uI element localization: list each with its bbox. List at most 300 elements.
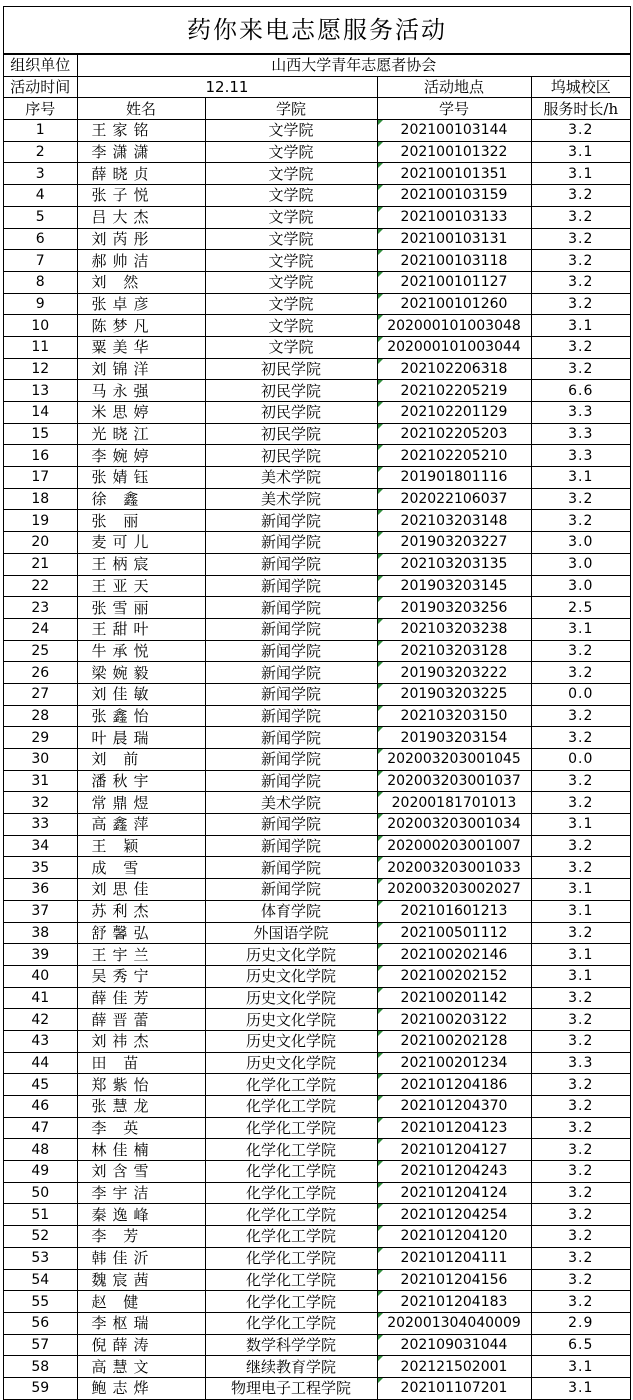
row-college: 化学化工学院 <box>205 1139 377 1161</box>
row-student-id: 201903203154 <box>377 727 531 749</box>
row-hours: 3.2 <box>531 1182 630 1204</box>
row-index: 14 <box>4 402 77 424</box>
row-hours: 3.2 <box>531 640 630 662</box>
row-hours: 3.0 <box>531 532 630 554</box>
row-index: 8 <box>4 271 77 293</box>
row-hours: 3.2 <box>531 857 630 879</box>
row-college: 化学化工学院 <box>205 1269 377 1291</box>
table-row <box>4 380 630 402</box>
row-college: 历史文化学院 <box>205 1009 377 1031</box>
row-student-id: 202100103144 <box>377 120 531 142</box>
table-row <box>4 814 630 836</box>
table-row <box>4 467 630 489</box>
row-hours: 3.3 <box>531 423 630 445</box>
row-name: 薛晓贞 <box>77 163 205 185</box>
row-index: 26 <box>4 662 77 684</box>
row-index: 41 <box>4 987 77 1009</box>
row-index: 32 <box>4 792 77 814</box>
row-hours: 2.5 <box>531 597 630 619</box>
row-student-id: 202101204183 <box>377 1291 531 1313</box>
row-student-id: 202100101322 <box>377 141 531 163</box>
row-index: 55 <box>4 1291 77 1313</box>
table-row <box>4 683 630 705</box>
row-name: 张子悦 <box>77 185 205 207</box>
row-college: 文学院 <box>205 163 377 185</box>
row-name: 吴秀宁 <box>77 965 205 987</box>
row-index: 12 <box>4 358 77 380</box>
row-hours: 3.2 <box>531 792 630 814</box>
row-hours: 3.2 <box>531 1074 630 1096</box>
row-name: 米思婷 <box>77 402 205 424</box>
table-row <box>4 705 630 727</box>
row-hours: 3.1 <box>531 1356 630 1378</box>
row-name: 刘 然 <box>77 271 205 293</box>
table-row <box>4 120 630 142</box>
table-row <box>4 293 630 315</box>
header-index: 序号 <box>4 98 77 120</box>
table-row <box>4 1247 630 1269</box>
row-index: 11 <box>4 336 77 358</box>
row-hours: 3.2 <box>531 987 630 1009</box>
row-index: 40 <box>4 965 77 987</box>
row-name: 高鑫萍 <box>77 814 205 836</box>
row-hours: 3.2 <box>531 922 630 944</box>
table-row <box>4 445 630 467</box>
row-name: 刘含雪 <box>77 1161 205 1183</box>
table-row <box>4 749 630 771</box>
row-student-id: 202100203122 <box>377 1009 531 1031</box>
row-college: 化学化工学院 <box>205 1204 377 1226</box>
table-row <box>4 1356 630 1378</box>
table-row <box>4 1269 630 1291</box>
row-student-id: 202101204124 <box>377 1182 531 1204</box>
time-value: 12.11 <box>77 76 377 98</box>
row-college: 文学院 <box>205 293 377 315</box>
row-hours: 3.1 <box>531 879 630 901</box>
row-college: 化学化工学院 <box>205 1117 377 1139</box>
row-hours: 3.2 <box>531 727 630 749</box>
row-student-id: 202100103159 <box>377 185 531 207</box>
row-student-id: 202000101003048 <box>377 315 531 337</box>
row-college: 新闻学院 <box>205 835 377 857</box>
row-hours: 3.2 <box>531 1096 630 1118</box>
row-college: 初民学院 <box>205 380 377 402</box>
row-name: 张雪丽 <box>77 597 205 619</box>
row-college: 物理电子工程学院 <box>205 1377 377 1399</box>
row-college: 历史文化学院 <box>205 1030 377 1052</box>
row-name: 苏利杰 <box>77 900 205 922</box>
org-value: 山西大学青年志愿者协会 <box>77 55 630 77</box>
row-student-id: 202003203002027 <box>377 879 531 901</box>
row-index: 4 <box>4 185 77 207</box>
row-student-id: 202103203135 <box>377 553 531 575</box>
table-row <box>4 1030 630 1052</box>
row-hours: 3.2 <box>531 770 630 792</box>
row-student-id: 202101204120 <box>377 1226 531 1248</box>
row-hours: 3.2 <box>531 250 630 272</box>
row-college: 化学化工学院 <box>205 1074 377 1096</box>
row-college: 初民学院 <box>205 445 377 467</box>
row-hours: 3.2 <box>531 835 630 857</box>
row-college: 体育学院 <box>205 900 377 922</box>
header-student-id: 学号 <box>377 98 531 120</box>
table-row <box>4 206 630 228</box>
row-hours: 3.2 <box>531 1139 630 1161</box>
row-student-id: 202003203001034 <box>377 814 531 836</box>
row-index: 30 <box>4 749 77 771</box>
row-college: 文学院 <box>205 271 377 293</box>
row-index: 51 <box>4 1204 77 1226</box>
row-college: 初民学院 <box>205 423 377 445</box>
row-index: 59 <box>4 1377 77 1399</box>
row-name: 成 雪 <box>77 857 205 879</box>
row-student-id: 202102205203 <box>377 423 531 445</box>
row-index: 22 <box>4 575 77 597</box>
volunteer-table <box>4 54 630 1400</box>
row-index: 2 <box>4 141 77 163</box>
row-index: 9 <box>4 293 77 315</box>
row-name: 叶晨瑞 <box>77 727 205 749</box>
row-hours: 3.1 <box>531 163 630 185</box>
row-hours: 6.5 <box>531 1334 630 1356</box>
row-name: 陈梦凡 <box>77 315 205 337</box>
row-index: 18 <box>4 488 77 510</box>
row-index: 44 <box>4 1052 77 1074</box>
row-name: 刘芮彤 <box>77 228 205 250</box>
row-student-id: 202101204254 <box>377 1204 531 1226</box>
table-row <box>4 987 630 1009</box>
row-college: 新闻学院 <box>205 553 377 575</box>
row-name: 倪薛涛 <box>77 1334 205 1356</box>
row-name: 刘 前 <box>77 749 205 771</box>
row-student-id: 202100501112 <box>377 922 531 944</box>
row-student-id: 201901801116 <box>377 467 531 489</box>
row-index: 36 <box>4 879 77 901</box>
row-student-id: 202100202152 <box>377 965 531 987</box>
row-college: 美术学院 <box>205 467 377 489</box>
row-hours: 3.3 <box>531 402 630 424</box>
row-college: 新闻学院 <box>205 640 377 662</box>
table-row <box>4 402 630 424</box>
row-index: 28 <box>4 705 77 727</box>
table-row <box>4 336 630 358</box>
row-college: 新闻学院 <box>205 814 377 836</box>
row-name: 舒馨弘 <box>77 922 205 944</box>
row-college: 文学院 <box>205 315 377 337</box>
row-name: 韩佳沂 <box>77 1247 205 1269</box>
table-row <box>4 510 630 532</box>
table-row <box>4 1096 630 1118</box>
table-row <box>4 792 630 814</box>
row-name: 粟美华 <box>77 336 205 358</box>
row-college: 文学院 <box>205 141 377 163</box>
table-row <box>4 1052 630 1074</box>
table-row <box>4 835 630 857</box>
row-college: 化学化工学院 <box>205 1096 377 1118</box>
row-name: 林佳楠 <box>77 1139 205 1161</box>
row-student-id: 202101204186 <box>377 1074 531 1096</box>
row-name: 田 苗 <box>77 1052 205 1074</box>
row-college: 新闻学院 <box>205 618 377 640</box>
row-index: 35 <box>4 857 77 879</box>
table-row <box>4 1334 630 1356</box>
row-name: 李婉婷 <box>77 445 205 467</box>
row-hours: 3.2 <box>531 1269 630 1291</box>
row-student-id: 202100202128 <box>377 1030 531 1052</box>
row-name: 王家铭 <box>77 120 205 142</box>
table-row <box>4 1377 630 1399</box>
row-student-id: 202100101127 <box>377 271 531 293</box>
row-name: 李 芳 <box>77 1226 205 1248</box>
row-name: 李潇潇 <box>77 141 205 163</box>
row-student-id: 202003203001045 <box>377 749 531 771</box>
table-row <box>4 532 630 554</box>
row-hours: 3.1 <box>531 900 630 922</box>
row-hours: 3.2 <box>531 1030 630 1052</box>
row-hours: 3.2 <box>531 510 630 532</box>
location-value: 坞城校区 <box>531 76 630 98</box>
row-student-id: 202103203238 <box>377 618 531 640</box>
row-hours: 3.2 <box>531 1204 630 1226</box>
row-index: 29 <box>4 727 77 749</box>
row-hours: 3.2 <box>531 358 630 380</box>
row-name: 李枢瑞 <box>77 1312 205 1334</box>
row-hours: 3.2 <box>531 1009 630 1031</box>
row-index: 58 <box>4 1356 77 1378</box>
table-row <box>4 358 630 380</box>
row-student-id: 201903203222 <box>377 662 531 684</box>
row-hours: 3.2 <box>531 705 630 727</box>
row-hours: 3.2 <box>531 228 630 250</box>
row-student-id: 202102201129 <box>377 402 531 424</box>
row-name: 刘思佳 <box>77 879 205 901</box>
row-college: 新闻学院 <box>205 575 377 597</box>
row-student-id: 202101204123 <box>377 1117 531 1139</box>
row-student-id: 202100103118 <box>377 250 531 272</box>
row-college: 新闻学院 <box>205 532 377 554</box>
row-college: 化学化工学院 <box>205 1312 377 1334</box>
row-name: 牛承悦 <box>77 640 205 662</box>
table-row <box>4 1161 630 1183</box>
row-index: 3 <box>4 163 77 185</box>
row-student-id: 201903203145 <box>377 575 531 597</box>
row-name: 秦逸峰 <box>77 1204 205 1226</box>
row-index: 10 <box>4 315 77 337</box>
row-hours: 3.3 <box>531 1052 630 1074</box>
row-college: 新闻学院 <box>205 683 377 705</box>
row-index: 7 <box>4 250 77 272</box>
row-hours: 3.2 <box>531 488 630 510</box>
row-student-id: 202003203001037 <box>377 770 531 792</box>
table-row <box>4 1182 630 1204</box>
table-row <box>4 597 630 619</box>
row-index: 19 <box>4 510 77 532</box>
row-hours: 3.2 <box>531 293 630 315</box>
row-name: 高慧文 <box>77 1356 205 1378</box>
time-label: 活动时间 <box>4 76 77 98</box>
row-hours: 3.1 <box>531 1377 630 1399</box>
row-student-id: 202103203148 <box>377 510 531 532</box>
row-hours: 3.1 <box>531 814 630 836</box>
table-row <box>4 1291 630 1313</box>
row-index: 33 <box>4 814 77 836</box>
row-index: 34 <box>4 835 77 857</box>
row-college: 历史文化学院 <box>205 987 377 1009</box>
org-label: 组织单位 <box>4 55 77 77</box>
table-row <box>4 163 630 185</box>
row-college: 新闻学院 <box>205 770 377 792</box>
row-index: 57 <box>4 1334 77 1356</box>
row-college: 新闻学院 <box>205 510 377 532</box>
table-row <box>4 423 630 445</box>
table-row <box>4 770 630 792</box>
row-college: 新闻学院 <box>205 879 377 901</box>
row-student-id: 202103203128 <box>377 640 531 662</box>
row-index: 56 <box>4 1312 77 1334</box>
row-college: 文学院 <box>205 185 377 207</box>
table-row <box>4 640 630 662</box>
row-student-id: 202101204243 <box>377 1161 531 1183</box>
org-row <box>4 55 630 77</box>
row-student-id: 202001304040009 <box>377 1312 531 1334</box>
row-name: 刘锦洋 <box>77 358 205 380</box>
row-index: 13 <box>4 380 77 402</box>
row-student-id: 20200181701013 <box>377 792 531 814</box>
row-hours: 3.2 <box>531 120 630 142</box>
row-name: 李 英 <box>77 1117 205 1139</box>
row-hours: 3.2 <box>531 662 630 684</box>
table-row <box>4 857 630 879</box>
row-name: 鲍志烨 <box>77 1377 205 1399</box>
row-college: 初民学院 <box>205 358 377 380</box>
row-name: 郑紫怡 <box>77 1074 205 1096</box>
row-college: 文学院 <box>205 336 377 358</box>
row-hours: 3.1 <box>531 315 630 337</box>
row-student-id: 202100201142 <box>377 987 531 1009</box>
row-index: 52 <box>4 1226 77 1248</box>
row-college: 数学科学学院 <box>205 1334 377 1356</box>
table-row <box>4 1117 630 1139</box>
table-row <box>4 922 630 944</box>
row-student-id: 202121502001 <box>377 1356 531 1378</box>
row-name: 光晓江 <box>77 423 205 445</box>
row-student-id: 202000203001007 <box>377 835 531 857</box>
row-hours: 3.1 <box>531 467 630 489</box>
row-college: 文学院 <box>205 228 377 250</box>
row-index: 5 <box>4 206 77 228</box>
header-college: 学院 <box>205 98 377 120</box>
table-row <box>4 575 630 597</box>
table-row <box>4 965 630 987</box>
table-row <box>4 727 630 749</box>
row-student-id: 202101601213 <box>377 900 531 922</box>
row-student-id: 202101204156 <box>377 1269 531 1291</box>
row-college: 新闻学院 <box>205 662 377 684</box>
row-hours: 3.1 <box>531 965 630 987</box>
row-college: 新闻学院 <box>205 749 377 771</box>
sheet-title: 药你来电志愿服务活动 <box>4 7 630 54</box>
row-college: 文学院 <box>205 250 377 272</box>
row-student-id: 202102206318 <box>377 358 531 380</box>
row-student-id: 202101204111 <box>377 1247 531 1269</box>
table-row <box>4 1074 630 1096</box>
table-row <box>4 553 630 575</box>
row-hours: 3.2 <box>531 1226 630 1248</box>
row-college: 新闻学院 <box>205 857 377 879</box>
row-college: 化学化工学院 <box>205 1161 377 1183</box>
row-student-id: 202102205210 <box>377 445 531 467</box>
table-row <box>4 879 630 901</box>
row-student-id: 202000101003044 <box>377 336 531 358</box>
row-index: 25 <box>4 640 77 662</box>
row-index: 53 <box>4 1247 77 1269</box>
column-header-row <box>4 98 630 120</box>
row-index: 21 <box>4 553 77 575</box>
row-student-id: 202101204370 <box>377 1096 531 1118</box>
row-index: 42 <box>4 1009 77 1031</box>
row-student-id: 202100101351 <box>377 163 531 185</box>
row-college: 新闻学院 <box>205 727 377 749</box>
table-row <box>4 488 630 510</box>
row-college: 文学院 <box>205 120 377 142</box>
row-index: 1 <box>4 120 77 142</box>
row-index: 15 <box>4 423 77 445</box>
row-index: 27 <box>4 683 77 705</box>
row-student-id: 202100101260 <box>377 293 531 315</box>
header-name: 姓名 <box>77 98 205 120</box>
row-name: 王柄宸 <box>77 553 205 575</box>
row-index: 54 <box>4 1269 77 1291</box>
row-name: 赵 健 <box>77 1291 205 1313</box>
row-name: 常鼎煜 <box>77 792 205 814</box>
row-hours: 3.2 <box>531 185 630 207</box>
row-index: 20 <box>4 532 77 554</box>
row-hours: 3.2 <box>531 336 630 358</box>
row-name: 吕大杰 <box>77 206 205 228</box>
row-college: 外国语学院 <box>205 922 377 944</box>
row-index: 37 <box>4 900 77 922</box>
row-hours: 3.0 <box>531 575 630 597</box>
row-name: 王宇兰 <box>77 944 205 966</box>
row-name: 郝帅洁 <box>77 250 205 272</box>
volunteer-sheet <box>3 6 631 1400</box>
row-name: 徐 鑫 <box>77 488 205 510</box>
row-index: 50 <box>4 1182 77 1204</box>
table-row <box>4 1312 630 1334</box>
row-name: 薛佳芳 <box>77 987 205 1009</box>
row-hours: 3.2 <box>531 1161 630 1183</box>
row-name: 刘祎杰 <box>77 1030 205 1052</box>
row-hours: 3.1 <box>531 944 630 966</box>
row-index: 47 <box>4 1117 77 1139</box>
table-row <box>4 271 630 293</box>
row-hours: 3.2 <box>531 1117 630 1139</box>
row-college: 化学化工学院 <box>205 1247 377 1269</box>
row-index: 6 <box>4 228 77 250</box>
row-index: 31 <box>4 770 77 792</box>
table-body <box>4 55 630 1400</box>
row-college: 美术学院 <box>205 488 377 510</box>
row-student-id: 202003203001033 <box>377 857 531 879</box>
row-student-id: 202101204127 <box>377 1139 531 1161</box>
row-college: 新闻学院 <box>205 705 377 727</box>
table-row <box>4 900 630 922</box>
time-location-row <box>4 76 630 98</box>
row-name: 张鑫怡 <box>77 705 205 727</box>
row-hours: 2.9 <box>531 1312 630 1334</box>
row-name: 魏宸茜 <box>77 1269 205 1291</box>
table-row <box>4 1139 630 1161</box>
